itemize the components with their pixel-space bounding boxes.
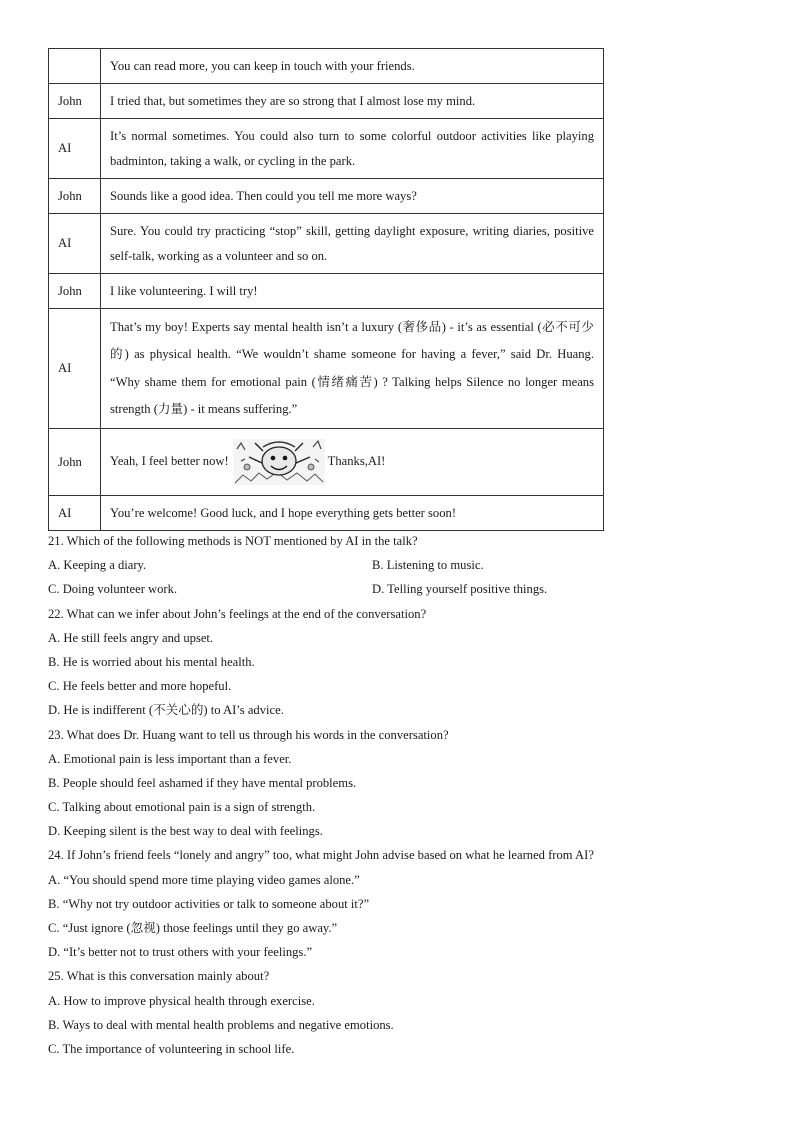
- question-stem: 25. What is this conversation mainly about?: [48, 969, 270, 984]
- speaker-cell: [49, 49, 101, 84]
- dialogue-text-after: Thanks,AI!: [327, 453, 386, 468]
- option-d[interactable]: D. “It’s better not to trust others with your feelings.”: [48, 945, 313, 960]
- dialogue-row: [49, 429, 604, 496]
- dialogue-row: [49, 496, 604, 531]
- option-row: [48, 553, 668, 577]
- dialogue-text: Sure. You could try practicing “stop” skill, getting daylight exposure, writing diaries, positive self-talk, working as a volunteer and so on.: [101, 214, 604, 274]
- dialogue-row: [49, 274, 604, 309]
- speaker-cell: John: [49, 274, 101, 309]
- option-a[interactable]: A. Keeping a diary.: [48, 558, 147, 573]
- option-a[interactable]: A. He still feels angry and upset.: [48, 630, 214, 645]
- option-b[interactable]: B. “Why not try outdoor activities or talk to someone about it?”: [48, 896, 370, 911]
- dialogue-row: [49, 84, 604, 119]
- option-c[interactable]: C. Doing volunteer work.: [48, 582, 178, 597]
- question-stem: 24. If John’s friend feels “lonely and angry” too, what might John advise based on what he learned from AI?: [48, 848, 594, 863]
- option-c[interactable]: C. “Just ignore (忽视) those feelings until they go away.”: [48, 921, 338, 935]
- option-d[interactable]: D. Telling yourself positive things.: [372, 582, 548, 597]
- option-a[interactable]: A. Emotional pain is less important than a fever.: [48, 751, 292, 766]
- speaker-cell: John: [49, 179, 101, 214]
- option-c[interactable]: C. Talking about emotional pain is a sign of strength.: [48, 800, 316, 815]
- dialogue-row: [49, 119, 604, 179]
- cartoon-sticker-icon: [233, 439, 325, 485]
- dialogue-text: I like volunteering. I will try!: [101, 274, 604, 309]
- option-d[interactable]: D. Keeping silent is the best way to deal with feelings.: [48, 824, 323, 839]
- option-row: [48, 577, 668, 601]
- option-b[interactable]: B. People should feel ashamed if they have mental problems.: [48, 775, 357, 790]
- speaker-cell: John: [49, 84, 101, 119]
- dialogue-text: That’s my boy! Experts say mental health isn’t a luxury (奢侈品) - it’s as essential (必不可少的) as physical health. “We wouldn’t shame someone for having a fever,” said Dr. Huang. “Why shame them for emotional pain (情绪痛苦) ? Talking helps Silence no longer means strength (力量) - it means suffering.”: [101, 309, 604, 429]
- dialogue-text-before: Yeah, I feel better now!: [110, 453, 229, 468]
- dialogue-text: I tried that, but sometimes they are so strong that I almost lose my mind.: [101, 84, 604, 119]
- question-stem: 22. What can we infer about John’s feelings at the end of the conversation?: [48, 606, 427, 621]
- dialogue-row: [49, 49, 604, 84]
- option-b[interactable]: B. He is worried about his mental health.: [48, 654, 255, 669]
- option-c[interactable]: C. The importance of volunteering in school life.: [48, 1041, 295, 1056]
- dialogue-text: You’re welcome! Good luck, and I hope everything gets better soon!: [101, 496, 604, 531]
- dialogue-row: [49, 214, 604, 274]
- dialogue-text-with-sticker: [101, 429, 604, 496]
- speaker-cell: AI: [49, 214, 101, 274]
- speaker-cell: AI: [49, 309, 101, 429]
- option-b[interactable]: B. Ways to deal with mental health problems and negative emotions.: [48, 1017, 394, 1032]
- dialogue-text: You can read more, you can keep in touch with your friends.: [101, 49, 604, 84]
- option-b[interactable]: B. Listening to music.: [372, 558, 484, 573]
- question-stem: 23. What does Dr. Huang want to tell us through his words in the conversation?: [48, 727, 449, 742]
- dialogue-table: [48, 48, 604, 531]
- option-c[interactable]: C. He feels better and more hopeful.: [48, 679, 232, 694]
- option-a[interactable]: A. How to improve physical health through exercise.: [48, 993, 315, 1008]
- dialogue-text: It’s normal sometimes. You could also turn to some colorful outdoor activities like playing badminton, taking a walk, or cycling in the park.: [101, 119, 604, 179]
- question-list: [48, 529, 668, 1061]
- speaker-cell: AI: [49, 496, 101, 531]
- option-d[interactable]: D. He is indifferent (不关心的) to AI’s advice.: [48, 703, 284, 718]
- dialogue-row: [49, 179, 604, 214]
- option-a[interactable]: A. “You should spend more time playing video games alone.”: [48, 872, 360, 887]
- dialogue-row: [49, 309, 604, 429]
- dialogue-text: Sounds like a good idea. Then could you tell me more ways?: [101, 179, 604, 214]
- speaker-cell: AI: [49, 119, 101, 179]
- speaker-cell: John: [49, 429, 101, 496]
- question-stem: 21. Which of the following methods is NOT mentioned by AI in the talk?: [48, 534, 418, 548]
